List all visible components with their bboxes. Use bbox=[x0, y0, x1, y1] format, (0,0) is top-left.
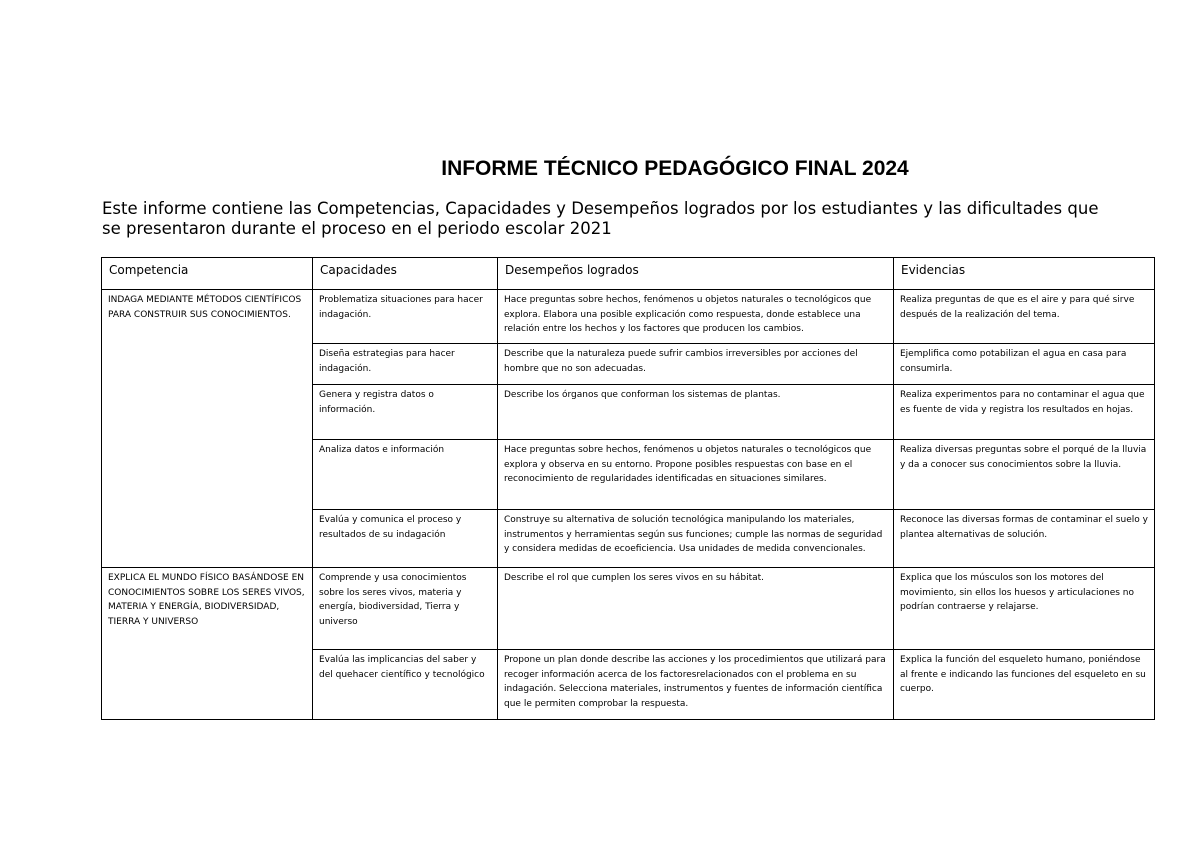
desempeno-cell: Hace preguntas sobre hechos, fenómenos u objetos naturales o tecnológicos que explora. Elabora una posible explicación como respuesta, donde establece una relación entre los hechos y los factores que producen los cambios. bbox=[498, 290, 894, 344]
capacidad-cell: Analiza datos e información bbox=[313, 440, 498, 510]
capacidad-cell: Diseña estrategias para hacer indagación. bbox=[313, 344, 498, 385]
document-title: INFORME TÉCNICO PEDAGÓGICO FINAL 2024 bbox=[441, 157, 909, 180]
capacidad-cell: Problematiza situaciones para hacer indagación. bbox=[313, 290, 498, 344]
desempeno-cell: Construye su alternativa de solución tecnológica manipulando los materiales, instrumentos y herramientas según sus funciones; cumple las normas de seguridad y considera medidas de ecoeficiencia. Usa unidades de medida convencionales. bbox=[498, 510, 894, 568]
evidencia-cell: Explica que los músculos son los motores del movimiento, sin ellos los huesos y articulaciones no podrían contraerse y relajarse. bbox=[894, 568, 1155, 650]
table-row bbox=[102, 568, 1155, 650]
desempeno-cell: Describe el rol que cumplen los seres vivos en su hábitat. bbox=[498, 568, 894, 650]
evidencia-cell: Realiza preguntas de que es el aire y para qué sirve después de la realización del tema. bbox=[894, 290, 1155, 344]
capacidad-cell: Genera y registra datos o información. bbox=[313, 385, 498, 440]
competencia-cell: INDAGA MEDIANTE MÉTODOS CIENTÍFICOS PARA CONSTRUIR SUS CONOCIMIENTOS. bbox=[102, 290, 313, 568]
competencia-cell: EXPLICA EL MUNDO FÍSICO BASÁNDOSE EN CONOCIMIENTOS SOBRE LOS SERES VIVOS, MATERIA Y ENERGÍA, BIODIVERSIDAD, TIERRA Y UNIVERSO bbox=[102, 568, 313, 720]
competencies-table bbox=[101, 257, 1155, 720]
header-evidencias: Evidencias bbox=[894, 258, 1155, 290]
capacidad-cell: Evalúa las implicancias del saber y del quehacer científico y tecnológico bbox=[313, 650, 498, 720]
header-desempenos: Desempeños logrados bbox=[498, 258, 894, 290]
evidencia-cell: Reconoce las diversas formas de contaminar el suelo y plantea alternativas de solución. bbox=[894, 510, 1155, 568]
table-row bbox=[102, 290, 1155, 344]
evidencia-cell: Realiza diversas preguntas sobre el porqué de la lluvia y da a conocer sus conocimientos sobre la lluvia. bbox=[894, 440, 1155, 510]
desempeno-cell: Describe que la naturaleza puede sufrir cambios irreversibles por acciones del hombre que no son adecuadas. bbox=[498, 344, 894, 385]
intro-paragraph: Este informe contiene las Competencias, Capacidades y Desempeños logrados por los estudiantes y las dificultades que se presentaron durante el proceso en el periodo escolar 2021 bbox=[102, 199, 1099, 238]
header-capacidades: Capacidades bbox=[313, 258, 498, 290]
evidencia-cell: Explica la función del esqueleto humano, poniéndose al frente e indicando las funciones del esqueleto en su cuerpo. bbox=[894, 650, 1155, 720]
evidencia-cell: Ejemplifica como potabilizan el agua en casa para consumirla. bbox=[894, 344, 1155, 385]
desempeno-cell: Propone un plan donde describe las acciones y los procedimientos que utilizará para recoger información acerca de los factoresrelacionados con el problema en su indagación. Selecciona materiales, instrumentos y fuentes de información científica que le permiten comprobar la respuesta. bbox=[498, 650, 894, 720]
capacidad-cell: Comprende y usa conocimientos sobre los seres vivos, materia y energía, biodiversidad, Tierra y universo bbox=[313, 568, 498, 650]
desempeno-cell: Describe los órganos que conforman los sistemas de plantas. bbox=[498, 385, 894, 440]
table-header-row bbox=[102, 258, 1155, 290]
header-competencia: Competencia bbox=[102, 258, 313, 290]
desempeno-cell: Hace preguntas sobre hechos, fenómenos u objetos naturales o tecnológicos que explora y observa en su entorno. Propone posibles respuestas con base en el reconocimiento de regularidades identificadas en situaciones similares. bbox=[498, 440, 894, 510]
capacidad-cell: Evalúa y comunica el proceso y resultados de su indagación bbox=[313, 510, 498, 568]
evidencia-cell: Realiza experimentos para no contaminar el agua que es fuente de vida y registra los resultados en hojas. bbox=[894, 385, 1155, 440]
